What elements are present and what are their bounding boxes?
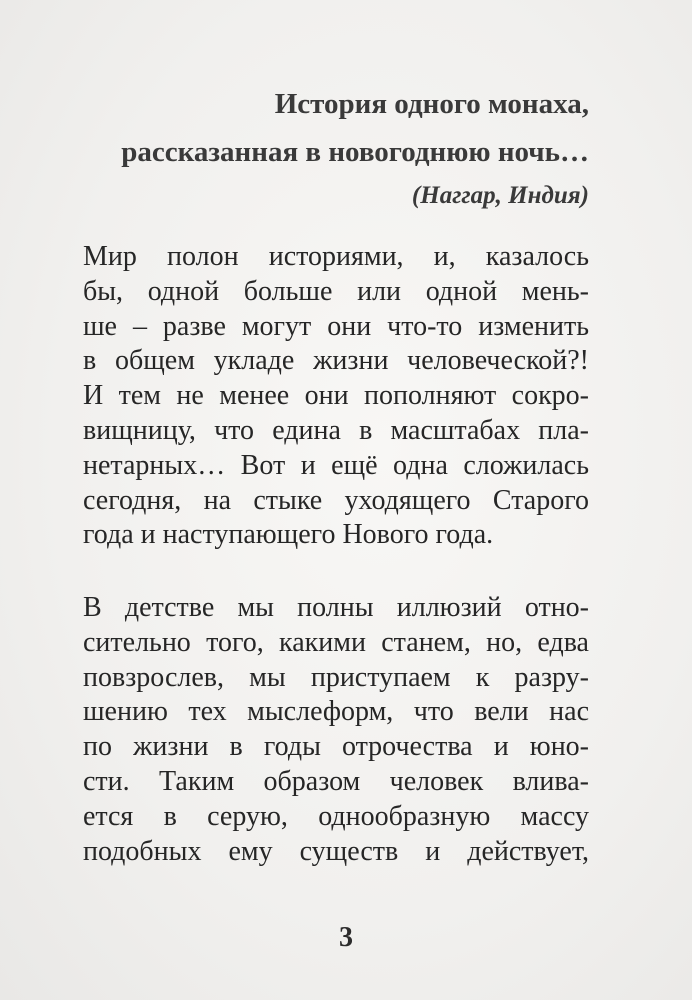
text-line: нетарных… Вот и ещё одна сложилась: [83, 449, 589, 481]
paragraph-2: [83, 591, 589, 869]
text-line: сительно того, какими станем, но, едва: [83, 626, 589, 658]
text-line: сегодня, на стыке уходящего Старого: [83, 484, 589, 516]
text-line: в общем укладе жизни человеческой?!: [83, 345, 589, 377]
text-line: повзрослев, мы приступаем к разру-: [83, 661, 589, 693]
text-line: ше – разве могут они что-то изменить: [83, 310, 589, 342]
text-line: по жизни в годы отрочества и юно-: [83, 731, 589, 763]
text-line: В детстве мы полны иллюзий отно-: [83, 592, 589, 623]
chapter-title-line-2: рассказанная в новогоднюю ночь…: [121, 136, 589, 168]
text-line: подобных ему существ и действует,: [83, 835, 589, 867]
page-number: 3: [339, 922, 353, 953]
text-line: Мир полон историями, и, казалось: [83, 241, 589, 272]
text-line: года и наступающего Нового года.: [83, 519, 494, 551]
text-line: вищницу, что едина в масштабах пла-: [83, 414, 589, 446]
text-line: бы, одной больше или одной мень-: [83, 275, 589, 307]
text-line: И тем не менее они пополняют сокро-: [83, 380, 589, 412]
paragraph-1: [83, 240, 589, 553]
chapter-title-line-1: История одного монаха,: [274, 88, 589, 120]
chapter-location-subtitle: (Наггар, Индия): [411, 182, 589, 209]
text-line: сти. Таким образом человек влива-: [83, 765, 589, 797]
text-line: шению тех мыслеформ, что вели нас: [83, 696, 589, 728]
chapter-header: [121, 80, 589, 214]
text-line: ется в серую, однообразную массу: [83, 800, 589, 832]
